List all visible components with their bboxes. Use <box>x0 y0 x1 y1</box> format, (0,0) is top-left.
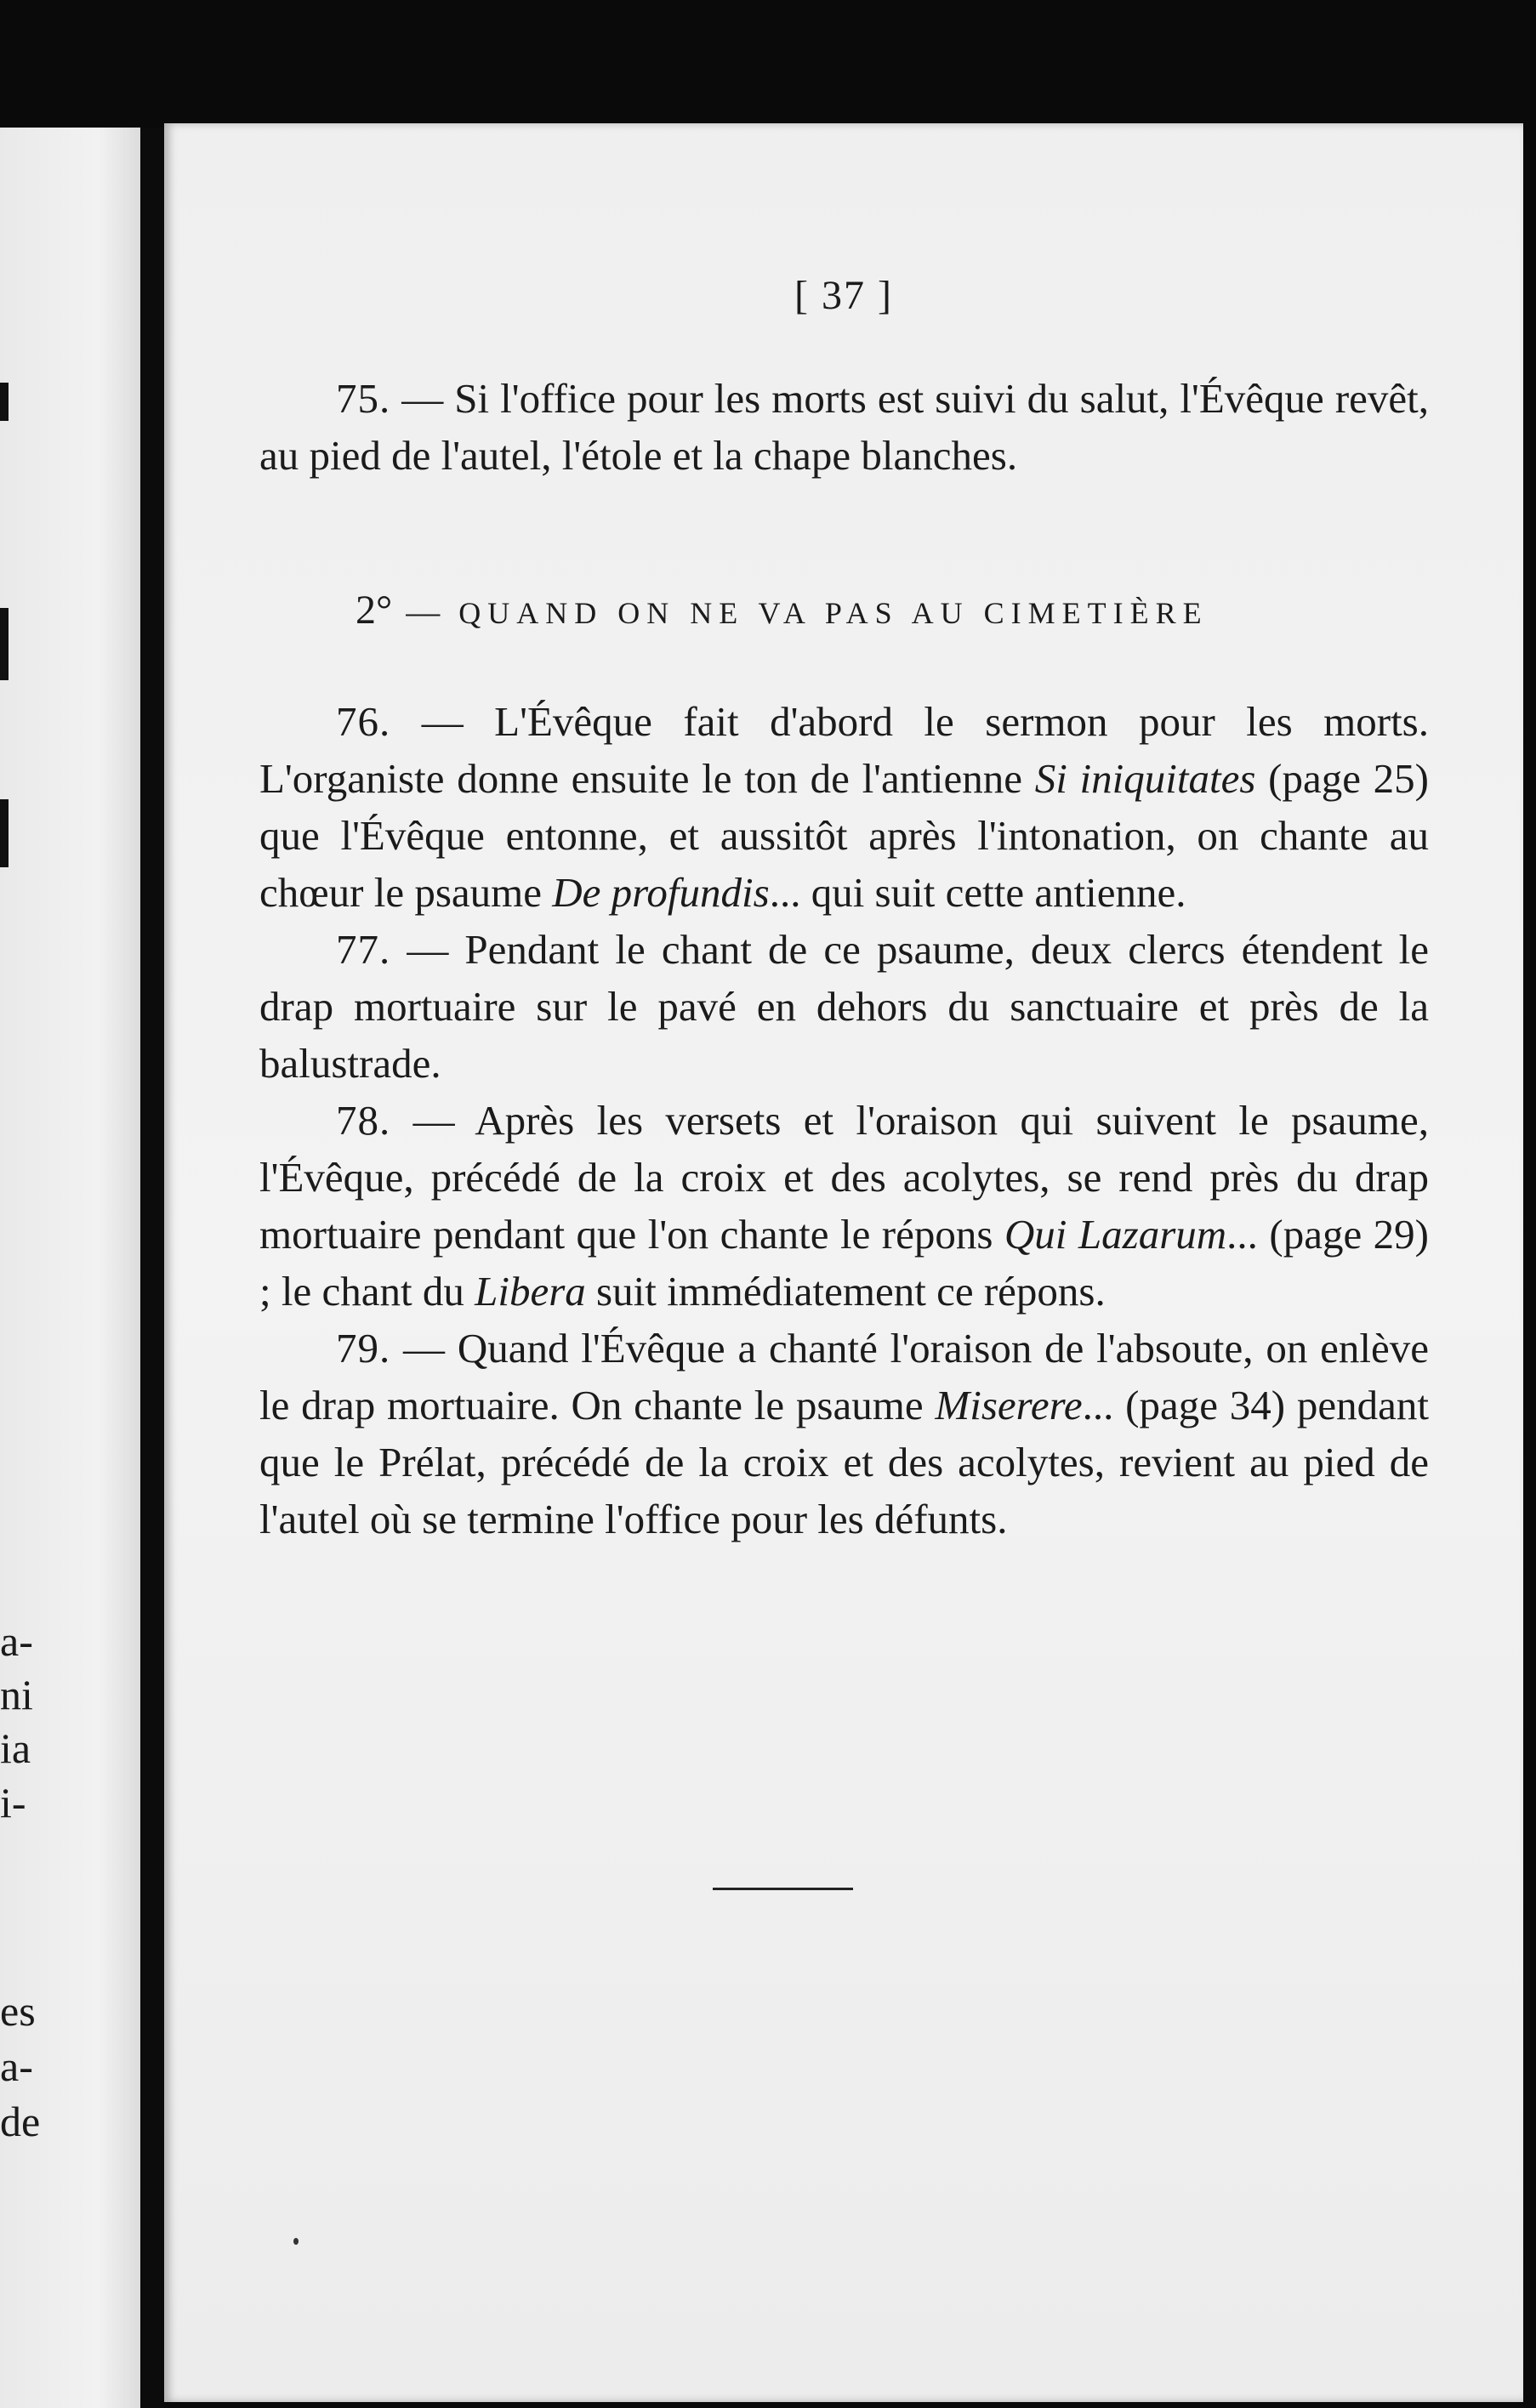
paragraph-text: ... qui suit cette antienne. <box>769 869 1186 916</box>
left-fragment: es <box>0 1987 36 2035</box>
paragraph-text: — Quand l'Évêque a chanté l'oraison de l'absoute, on enlève le drap mortuaire. On chante le psaume <box>259 1325 1429 1428</box>
left-fragment: a- <box>0 1617 33 1665</box>
paragraph-text: (page 25) que l'Évêque entonne, et aussitôt après l'intonation, on chante au chœur le psaume <box>259 755 1429 916</box>
page-gutter <box>140 128 164 2408</box>
left-fragment: de <box>0 2098 41 2145</box>
paragraph-text: ... (page 29) ; le chant du <box>259 1211 1429 1315</box>
paragraph-number: 76. <box>336 698 391 745</box>
paragraph-number: 75. <box>336 375 391 422</box>
paragraph-text: — Après les versets et l'oraison qui suivent le psaume, l'Évêque, précédé de la croix et des acolytes, se rend près du drap mortuaire pendant que l'on chante le répons <box>259 1097 1429 1258</box>
paragraph-78 <box>259 1092 1429 1320</box>
paragraph-text: — Si l'office pour les morts est suivi du salut, l'Évêque revêt, au pied de l'autel, l'étole et la chape blanches. <box>259 375 1429 479</box>
paragraph-text: suit immédiatement ce répons. <box>585 1268 1106 1315</box>
section-heading <box>356 587 1209 633</box>
paragraph-76 <box>259 693 1429 921</box>
left-fragment: ia <box>0 1724 31 1772</box>
margin-mark <box>0 383 9 421</box>
paragraph-number: 78. <box>336 1097 391 1144</box>
italic-title: Si iniquitates <box>1034 755 1256 802</box>
italic-title: Qui Lazarum <box>1004 1211 1227 1258</box>
italic-title: Libera <box>475 1268 586 1315</box>
paragraph-79 <box>259 1320 1429 1548</box>
section-title: QUAND ON NE VA PAS AU CIMETIÈRE <box>458 596 1209 630</box>
paragraph-75 <box>259 370 1429 484</box>
italic-title: Miserere <box>935 1382 1083 1428</box>
page-number: [ 37 ] <box>794 273 893 318</box>
book-page <box>164 123 1523 2402</box>
paragraph-number: 79. <box>336 1325 391 1372</box>
section-dash: — <box>406 593 446 631</box>
paragraph-text: — Pendant le chant de ce psaume, deux clercs étendent le drap mortuaire sur le pavé en dehors du sanctuaire et près de la balustrade. <box>259 926 1430 1087</box>
paragraph-77 <box>259 921 1429 1092</box>
paragraph-text: ... (page 34) pendant que le Prélat, précédé de la croix et des acolytes, revient au pied de l'autel où se termine l'office pour les défunts. <box>259 1382 1429 1542</box>
previous-page-edge <box>0 128 140 2408</box>
left-fragment: a- <box>0 2042 33 2090</box>
left-fragment: ni <box>0 1671 33 1718</box>
left-fragment: i- <box>0 1779 26 1826</box>
italic-title: De profundis <box>552 869 770 916</box>
end-rule-divider <box>713 1888 853 1890</box>
paragraph-number: 77. <box>336 926 391 973</box>
margin-mark <box>0 799 9 867</box>
section-number: 2° <box>356 588 393 633</box>
print-speck <box>293 2238 299 2245</box>
margin-mark <box>0 608 9 680</box>
paragraph-text: — L'Évêque fait d'abord le sermon pour les morts. L'organiste donne ensuite le ton de l'antienne <box>259 698 1429 802</box>
paragraphs-76-79 <box>259 693 1429 1548</box>
